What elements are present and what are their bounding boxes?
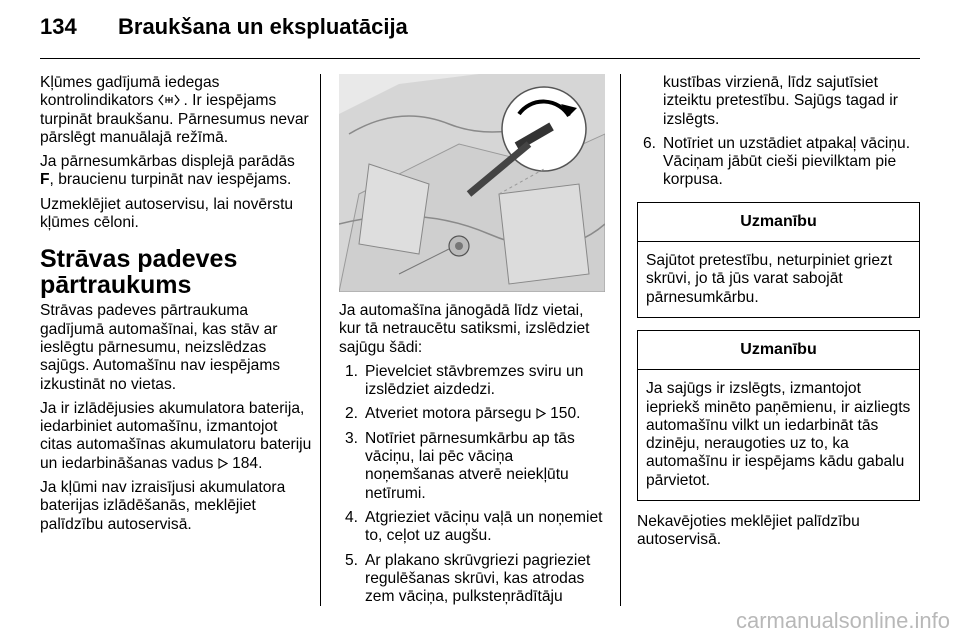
towing-intro: Ja automašīna jānogādā līdz vietai, kur tā netraucētu satiksmi, izslēdziet sajūgu šādi:: [339, 302, 590, 356]
list-item: 6. Notīriet un uzstādiet atpakaļ vāciņu. Vāciņam jābūt cieši pievilktam pie korpusa.: [643, 134, 911, 189]
engine-cover-illustration: [339, 74, 605, 292]
column-1: [40, 74, 312, 540]
column-divider-2: [620, 74, 621, 606]
closing-paragraph: Nekavējoties meklējiet palīdzību autoservisā.: [637, 513, 860, 549]
paragraph-indicator: Kļūmes gadījumā iedegas kontrolindikators . Ir iespējams turpināt braukšanu. Pārnesumus nevar pārslēgt manuālajā režīmā.: [40, 74, 309, 146]
paragraph-battery: Ja ir izlādējusies akumulatora baterija, iedarbiniet automašīnu, izmantojot citas automašīnas akumulatoru bateriju un iedarbināšanas vadus 184.: [40, 399, 312, 472]
page-reference-link[interactable]: 184: [232, 454, 259, 472]
transmission-warning-icon: [158, 93, 184, 108]
page-header: [40, 14, 920, 44]
page-reference-triangle-icon: [218, 455, 232, 472]
page-title: Braukšana un ekspluatācija: [118, 14, 408, 39]
list-item: 4. Atgrieziet vāciņu vaļā un noņemiet to, ceļot uz augšu.: [345, 508, 603, 545]
caution-text: Sajūtot pretestību, neturpiniet griezt skrūvi, jo tā jūs varat sabojāt pārnesumkārbu.: [646, 252, 893, 306]
caution-text: Ja sajūgs ir izslēgts, izmantojot iepriekš minēto paņēmienu, ir aizliegts automašīnu vilkt un iedarbināt tās dzinēju, neraugoties uz to, ka automašīnu ir iespējams kādu gabalu pārvietot.: [646, 380, 911, 489]
caution-title: Uzmanību: [638, 331, 919, 370]
list-item: 5. Ar plakano skrūvgriezi pagrieziet regulēšanas skrūvi, kas atrodas zem vāciņa, pulksteņrādītāju: [345, 551, 591, 606]
caution-box-2: [637, 330, 920, 501]
header-divider: [40, 58, 920, 59]
page-reference-triangle-icon: [536, 405, 546, 422]
watermark: carmanualsonline.info: [735, 608, 950, 633]
steps-list-continued: [637, 135, 920, 190]
caution-title: Uzmanību: [638, 203, 919, 242]
column-divider-1: [320, 74, 321, 606]
paragraph-display-f: Ja pārnesumkārbas displejā parādās F, braucienu turpināt nav iespējams.: [40, 153, 295, 189]
list-item: 1. Pievelciet stāvbremzes sviru un izslēdziet aizdedzi.: [345, 362, 584, 399]
column-2: [339, 74, 605, 612]
page-reference-link[interactable]: 150: [550, 405, 577, 423]
paragraph-service: Uzmeklējiet autoservisu, lai novērstu kļūmes cēloni.: [40, 195, 294, 232]
page-number: 134: [40, 14, 77, 39]
paragraph-no-battery: Ja kļūmi nav izraisījusi akumulatora baterijas izlādēšanās, meklējiet palīdzību autoservisā.: [40, 479, 286, 533]
step-5-continued: kustības virzienā, līdz sajutīsiet izteiktu pretestību. Sajūgs tagad ir izslēgts.: [663, 74, 898, 128]
section-heading: Strāvas padeves pārtraukums: [40, 245, 238, 300]
list-item: 3. Notīriet pārnesumkārbu ap tās vāciņu, lai pēc vāciņa noņemšanas atverē neiekļūtu netīrumi.: [345, 429, 575, 502]
paragraph-power-loss: Strāvas padeves pārtraukuma gadījumā automašīnai, kas stāv ar ieslēgtu pārnesumu, neizslēdzas sajūgs. Automašīnu nav iespējams izkustināt no vietas.: [40, 302, 281, 393]
steps-list: [339, 363, 605, 607]
caution-box-1: [637, 202, 920, 318]
column-3: [637, 74, 920, 556]
list-item: 2. Atveriet motora pārsegu 150.: [345, 405, 581, 423]
